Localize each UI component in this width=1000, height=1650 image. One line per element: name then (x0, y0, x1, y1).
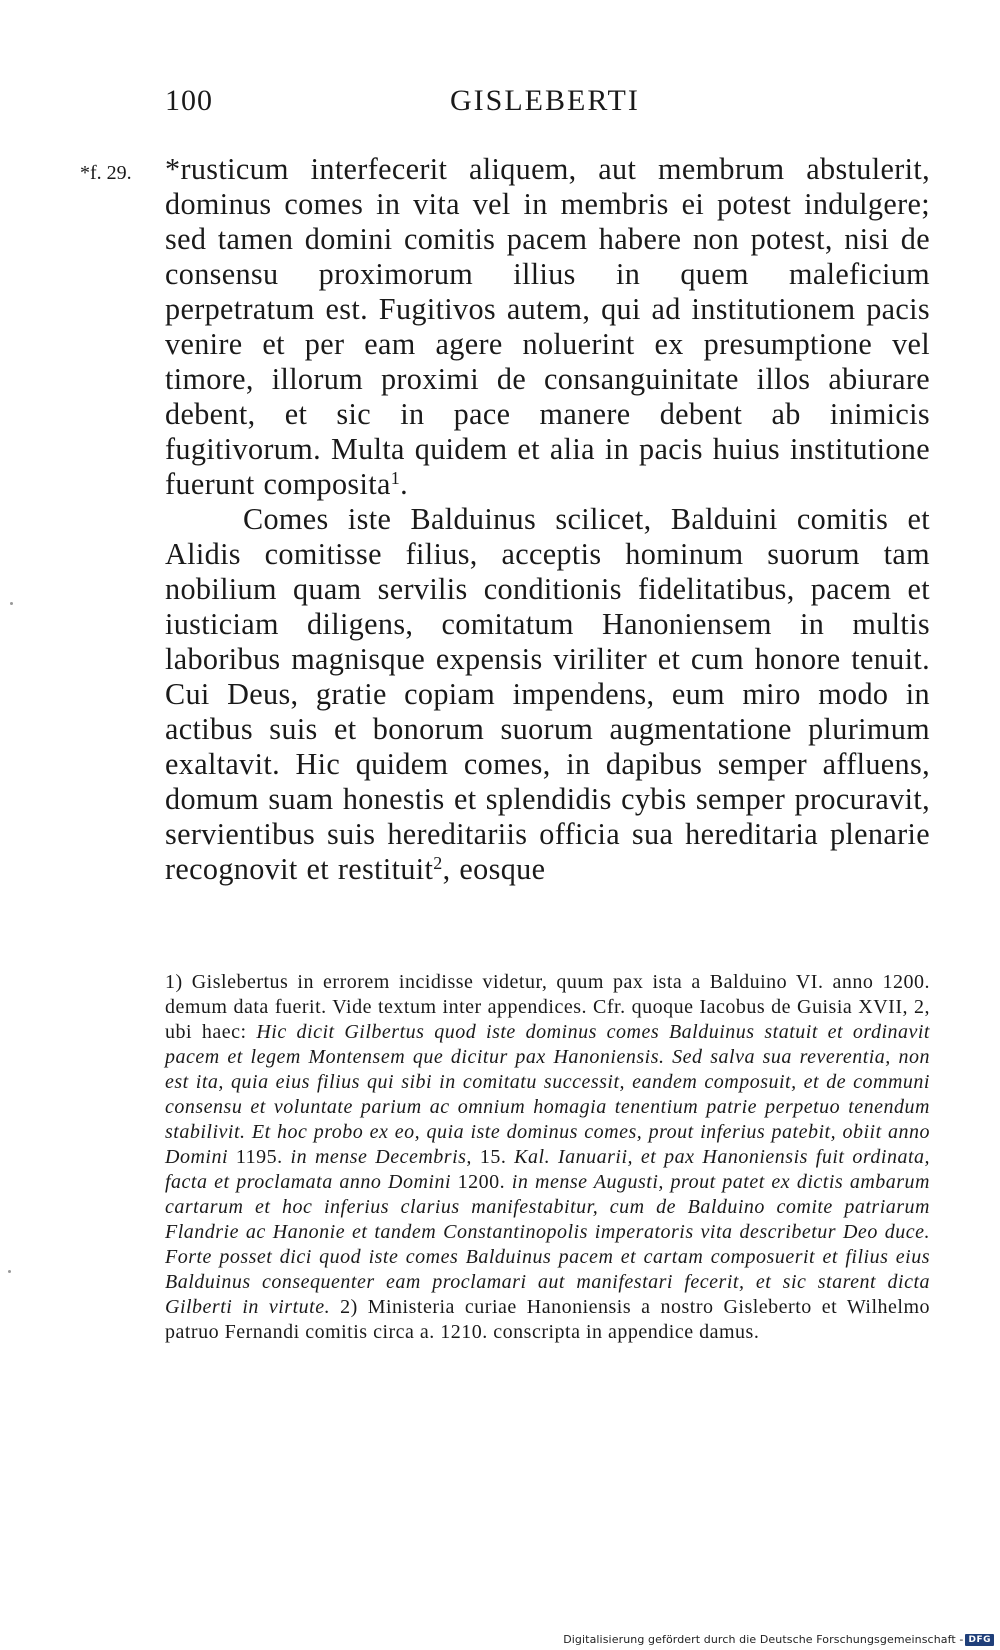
paragraph (165, 502, 930, 887)
footnote-number: 1200. (457, 1171, 506, 1193)
paragraph-text: *rusticum interfecerit aliquem, aut membrum abstulerit, dominus comes in vita vel in membris ei potest indulgere; sed tamen domini comitis pacem habere non potest, nisi de consensu proximorum illius in quem maleficium perpetratum est. Fugitivos autem, qui ad institutionem pacis venire et per eam agere noluerint ex presumptione vel timore, illorum proximi de consanguinitate illos abiurare debent, et sic in pace manere debent ab inimicis fugitivorum. Multa quidem et alia in pacis huius institutione fuerunt composita (165, 152, 930, 501)
footnote-number: 1195. (235, 1146, 283, 1168)
credit-text: Digitalisierung gefördert durch die Deutsche Forschungsgemeinschaft - (563, 1633, 964, 1646)
footnote-number: 15. (479, 1146, 507, 1168)
dfg-logo: DFG (965, 1634, 994, 1646)
digitization-credit (563, 1633, 994, 1646)
folio-marker: *f. 29. (80, 162, 132, 184)
page-number: 100 (165, 84, 213, 117)
footnote-ref[interactable]: 1 (390, 468, 401, 488)
page-header (165, 84, 925, 130)
paragraph-text: Comes iste Balduinus scilicet, Balduini comitis et Alidis comitisse filius, acceptis hominum suorum tam nobilium quam servilis conditionis fidelitatibus, pacem et iusticiam diligens, comitatum Hanoniensem in multis laboribus magnisque expensis viriliter et cum honore tenuit. Cui Deus, gratie copiam impendens, eum miro modo in actibus suis et bonorum suorum augmentatione plurimum exaltavit. Hic quidem comes, in dapibus semper affluens, domum suam honestis et splendidis cybis semper procuravit, servientibus suis hereditariis officia sua hereditaria plenarie recognovit et restituit (165, 502, 930, 886)
footnote-quote: Hic dicit Gilbertus quod iste dominus comes Balduinus statuit et ordinavit pacem et legem Montensem que dicitur pax Hanoniensis. Sed salva sua reverentia, non est ita, quia eius filius qui sibi in comitatu successit, eandem composuit, et de communi consensu et voluntate parium ac omnium homagia tenentium patrie perpetuo tenendum stabilivit. Et hoc probo ex eo, quia iste dominus comes, prout inferius patebit, obiit anno Domini (165, 1021, 930, 1168)
scan-speck (10, 602, 13, 605)
footnote-text: 1) Gislebertus in errorem incidisse videtur, quum pax ista a Balduino VI. anno 1200. demum data fuerit. Vide textum inter appendices. Cfr. quoque Iacobus de Guisia XVII, 2, ubi haec: (165, 971, 930, 1043)
footnote-text: 2) Ministeria curiae Hanoniensis a nostro Gisleberto et Wilhelmo patruo Fernandi comitis circa a. 1210. conscripta in appendice damus. (165, 1296, 931, 1343)
footnote-quote: in mense Decembris, (282, 1146, 480, 1168)
footnotes (165, 970, 930, 1345)
paragraph-end: . (400, 467, 409, 501)
running-title: GISLEBERTI (450, 84, 640, 117)
footnote-ref[interactable]: 2 (433, 853, 443, 873)
paragraph-end: , eosque (442, 852, 546, 886)
paragraph (165, 152, 930, 502)
footnote (165, 970, 930, 1345)
footnote-quote: Kal. Ianuarii, et pax Hanoniensis fuit ordinata, facta et proclamata anno Domini (165, 1146, 930, 1193)
footnote-quote: in mense Augusti, prout patet ex dictis ambarum cartarum et hoc inferius clarius manifestabitur, cum de Balduino comite patriarum Flandrie ac Hanonie et tandem Constantinopolis imperatoris vita describetur Deo duce. Forte posset dici quod iste comes Balduinus pacem et cartam composuerit et filius eius Balduinus consequenter eam proclamari aut manifestari fecerit, et sic starent dicta Gilberti in virtute. (165, 1171, 930, 1318)
scan-speck (8, 1270, 11, 1273)
main-text (165, 152, 930, 887)
